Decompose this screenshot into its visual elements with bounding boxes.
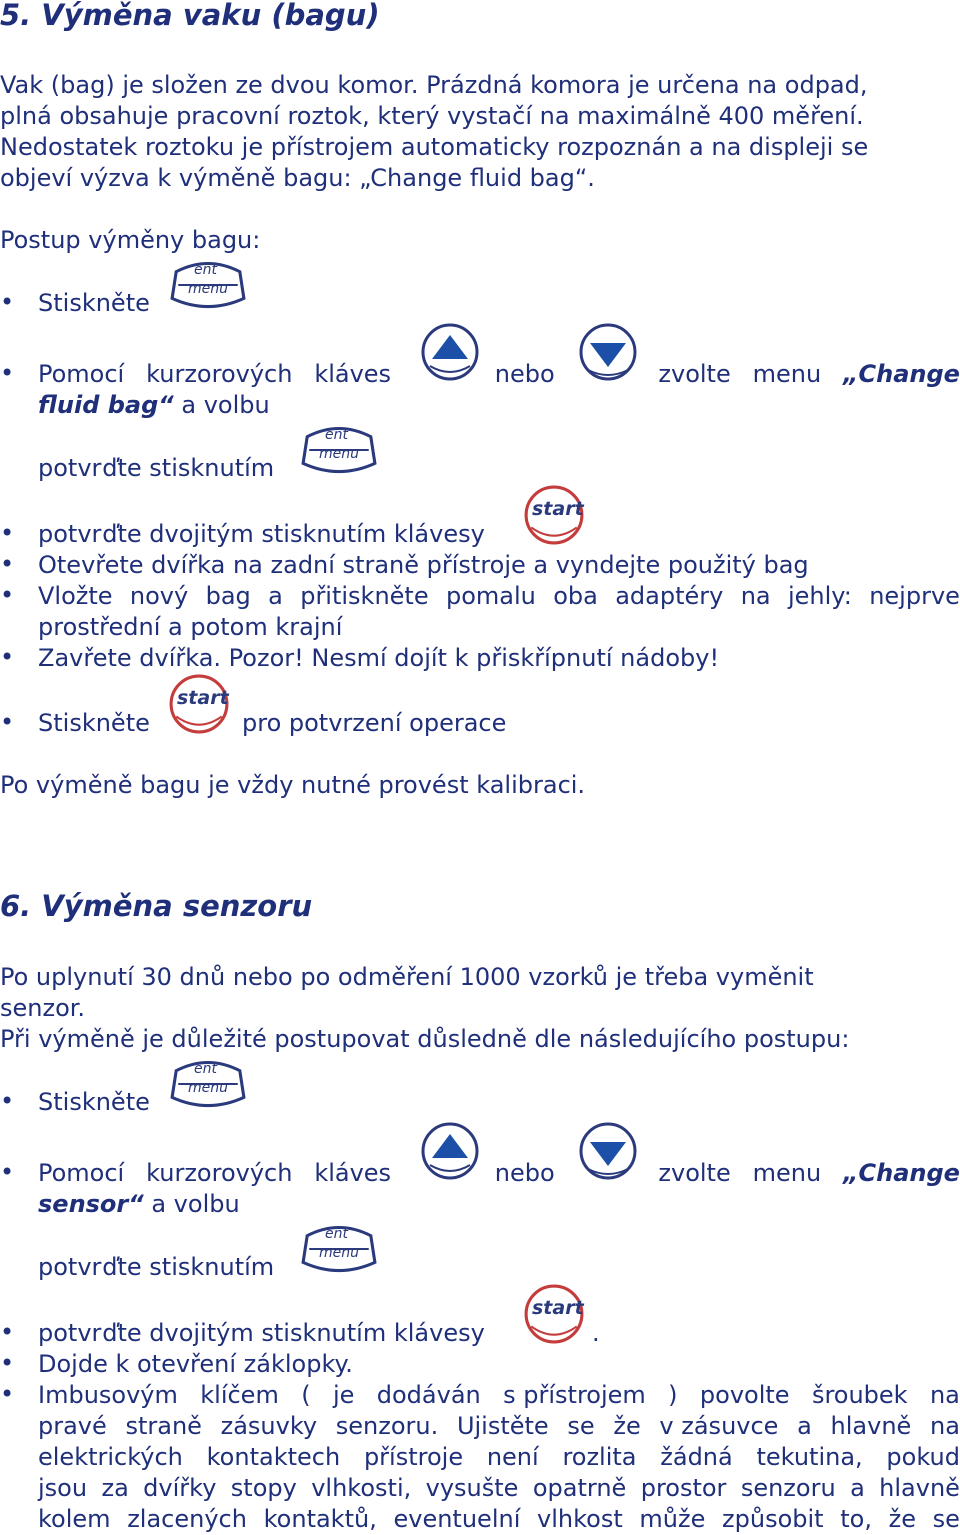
bullet [0,288,14,316]
bullet [0,550,14,578]
bullet [0,1158,14,1186]
step-press-end: Stiskněte [38,709,150,737]
word: zvolte [658,360,731,388]
procedure-label: Postup výměny bagu: [0,226,261,254]
word: kláves [314,1159,392,1187]
intro-line: objeví výzva k výměně bagu: „Change fluid bag“. [0,164,595,192]
arrow-up-key-icon [420,1121,480,1181]
arrow-up-key-icon [420,322,480,382]
start-key-icon: start [523,1283,585,1345]
step-confirm-double: potvrďte dvojitým stisknutím klávesy [38,520,485,548]
word: kurzorových [146,1159,293,1187]
menu-item-line: fluid bag“ a volbu [38,391,270,419]
word: nebo [494,1159,555,1187]
word: menu [752,1159,822,1187]
bullet [0,643,14,671]
ent-menu-key-icon: ent menu [299,422,379,476]
bullet [0,581,14,609]
word: nebo [494,360,555,388]
step-cursor-line [38,359,960,390]
step-open-door: Otevřete dvířka na zadní straně přístroje a vyndejte použitý bag [38,551,809,579]
bullet [0,1349,14,1377]
intro-line: Vak (bag) je složen ze dvou komor. Prázdná komora je určena na odpad, [0,71,868,99]
section-6-heading: 6. Výměna senzoru [0,889,313,923]
step-insert-line: prostřední a potom krajní [38,613,343,641]
step-press: Stiskněte [38,1088,150,1116]
step-confirm-press: potvrďte stisknutím [38,454,275,482]
intro-line: senzor. [0,994,86,1022]
calibration-note: Po výměně bagu je vždy nutné provést kalibraci. [0,771,586,799]
step-confirm-press: potvrďte stisknutím [38,1253,275,1281]
word: „Change [843,1159,960,1187]
word: menu [752,360,822,388]
ent-menu-key-icon: ent menu [168,257,248,311]
bullet [0,1380,14,1408]
hex-key-line: jsou za dvířky stopy vlhkosti, vysušte opatrně prostor senzoru a hlavně [38,1474,960,1502]
period: . [592,1319,600,1347]
word: zvolte [658,1159,731,1187]
step-insert-line: Vložte nový bag a přitiskněte pomalu oba adaptéry na jehly: nejprve [38,582,960,610]
start-key-icon: start [523,484,585,546]
step-cursor-line [38,1158,960,1189]
word: Pomocí [38,1159,125,1187]
ent-menu-key-icon: ent menu [168,1056,248,1110]
step-press: Stiskněte [38,289,150,317]
ent-menu-key-icon: ent menu [299,1221,379,1275]
intro-line: plná obsahuje pracovní roztok, který vystačí na maximálně 400 měření. [0,102,864,130]
hex-key-line: Imbusovým klíčem ( je dodáván s přístrojem ) povolte šroubek na [38,1381,960,1409]
step-confirm-operation: pro potvrzení operace [242,709,507,737]
hex-key-line: elektrických kontaktech přístroje není rozlita žádná tekutina, pokud [38,1443,960,1471]
intro-line: Nedostatek roztoku je přístrojem automaticky rozpoznán a na displeji se [0,133,869,161]
intro-line: Při výměně je důležité postupovat důsledně dle následujícího postupu: [0,1025,850,1053]
bullet [0,359,14,387]
bullet [0,708,14,736]
step-cover-opens: Dojde k otevření záklopky. [38,1350,353,1378]
section-5-heading: 5. Výměna vaku (bagu) [0,0,380,32]
step-close-door: Zavřete dvířka. Pozor! Nesmí dojít k přiskřípnutí nádoby! [38,644,720,672]
arrow-down-key-icon [578,1121,638,1181]
bullet [0,1318,14,1346]
hex-key-line: pravé straně zásuvky senzoru. Ujistěte se že v zásuvce a hlavně na [38,1412,960,1440]
word: kláves [314,360,392,388]
word: kurzorových [146,360,293,388]
bullet [0,519,14,547]
arrow-down-key-icon [578,322,638,382]
menu-item-line: sensor“ a volbu [38,1190,240,1218]
word: „Change [843,360,960,388]
start-key-icon: start [168,673,230,735]
bullet [0,1087,14,1115]
hex-key-line: kolem zlacených kontaktů, eventuelní vlhkost může způsobit to, že se [38,1505,960,1533]
step-confirm-double: potvrďte dvojitým stisknutím klávesy [38,1319,485,1347]
intro-line: Po uplynutí 30 dnů nebo po odměření 1000 vzorků je třeba vyměnit [0,963,814,991]
word: Pomocí [38,360,125,388]
